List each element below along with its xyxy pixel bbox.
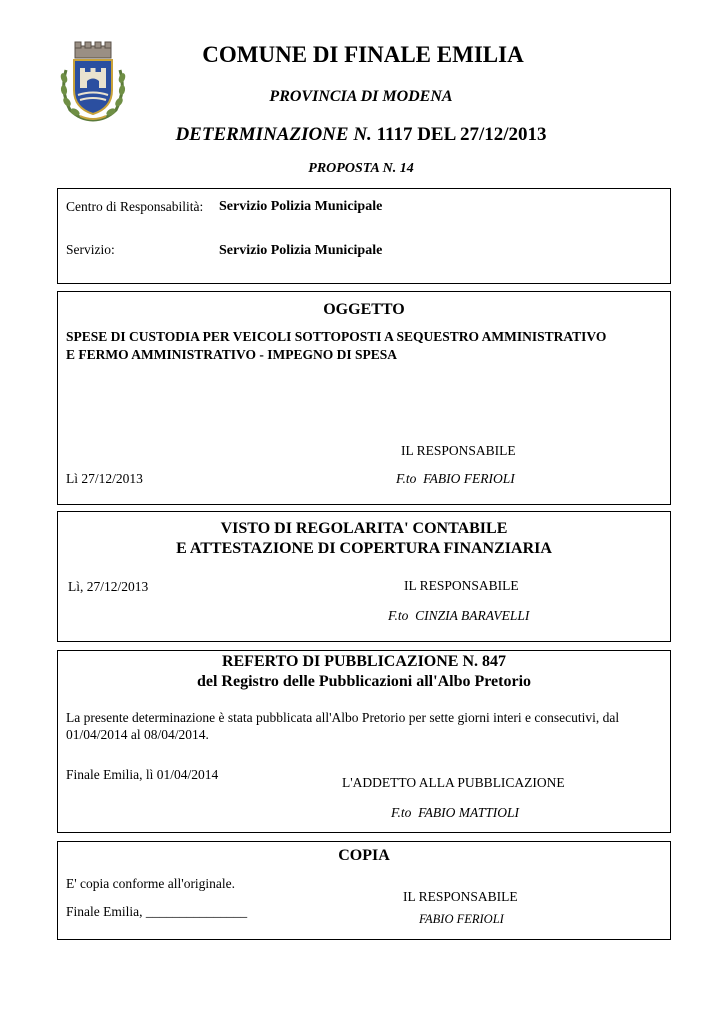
determination-prefix: DETERMINAZIONE N. [175, 124, 372, 145]
accounting-date: Lì, 27/12/2013 [68, 579, 149, 594]
copy-heading: COPIA [338, 847, 390, 864]
publication-place-date: Finale Emilia, lì 01/04/2014 [66, 767, 219, 782]
accounting-heading-line1: VISTO DI REGOLARITA' CONTABILE [220, 520, 508, 537]
municipality-title: COMUNE DI FINALE EMILIA [202, 42, 524, 67]
publication-heading-line1: REFERTO DI PUBBLICAZIONE N. 847 [221, 653, 507, 670]
centre-value: Servizio Polizia Municipale [219, 199, 383, 214]
service-label: Servizio: [66, 242, 115, 257]
publication-signature: F.to FABIO MATTIOLI [391, 805, 520, 820]
subject-box [57, 291, 671, 505]
subject-responsible-label: IL RESPONSABILE [401, 443, 516, 458]
accounting-signature: F.to CINZIA BARAVELLI [388, 608, 530, 623]
province-name: PROVINCIA DI MODENA [269, 88, 453, 105]
copy-responsible-label: IL RESPONSABILE [403, 889, 518, 904]
copy-box [57, 841, 671, 940]
responsibility-box [57, 188, 671, 284]
service-value: Servizio Polizia Municipale [219, 243, 383, 258]
accounting-responsible-label: IL RESPONSABILE [404, 578, 519, 593]
copy-place: Finale Emilia, _______________ [66, 904, 248, 919]
copy-signature: FABIO FERIOLI [419, 912, 504, 926]
accounting-heading-line2: E ATTESTAZIONE DI COPERTURA FINANZIARIA [176, 540, 552, 557]
subject-signature: F.to FABIO FERIOLI [396, 471, 515, 486]
subject-date: Lì 27/12/2013 [66, 471, 143, 486]
publication-text-line2: 01/04/2014 al 08/04/2014. [66, 727, 209, 742]
subject-text-line2: E FERMO AMMINISTRATIVO - IMPEGNO DI SPESA [66, 347, 398, 362]
accounting-box [57, 511, 671, 642]
publication-text-line1: La presente determinazione è stata pubblicata all'Albo Pretorio per sette giorni interi e consecutivi, dal [66, 710, 620, 725]
subject-heading: OGGETTO [323, 301, 405, 318]
proposal-number: PROPOSTA N. 14 [308, 161, 414, 176]
subject-text-line1: SPESE DI CUSTODIA PER VEICOLI SOTTOPOSTI A SEQUESTRO AMMINISTRATIVO [66, 329, 607, 344]
determination-title [0, 124, 722, 146]
copy-conform-text: E' copia conforme all'originale. [66, 876, 236, 891]
publication-heading-line2: del Registro delle Pubblicazioni all'Albo Pretorio [196, 673, 532, 690]
centre-label: Centro di Responsabilità: [66, 199, 204, 214]
determination-number-date: 1117 DEL 27/12/2013 [376, 124, 547, 145]
publication-officer-label: L'ADDETTO ALLA PUBBLICAZIONE [342, 775, 565, 790]
publication-box [57, 650, 671, 833]
